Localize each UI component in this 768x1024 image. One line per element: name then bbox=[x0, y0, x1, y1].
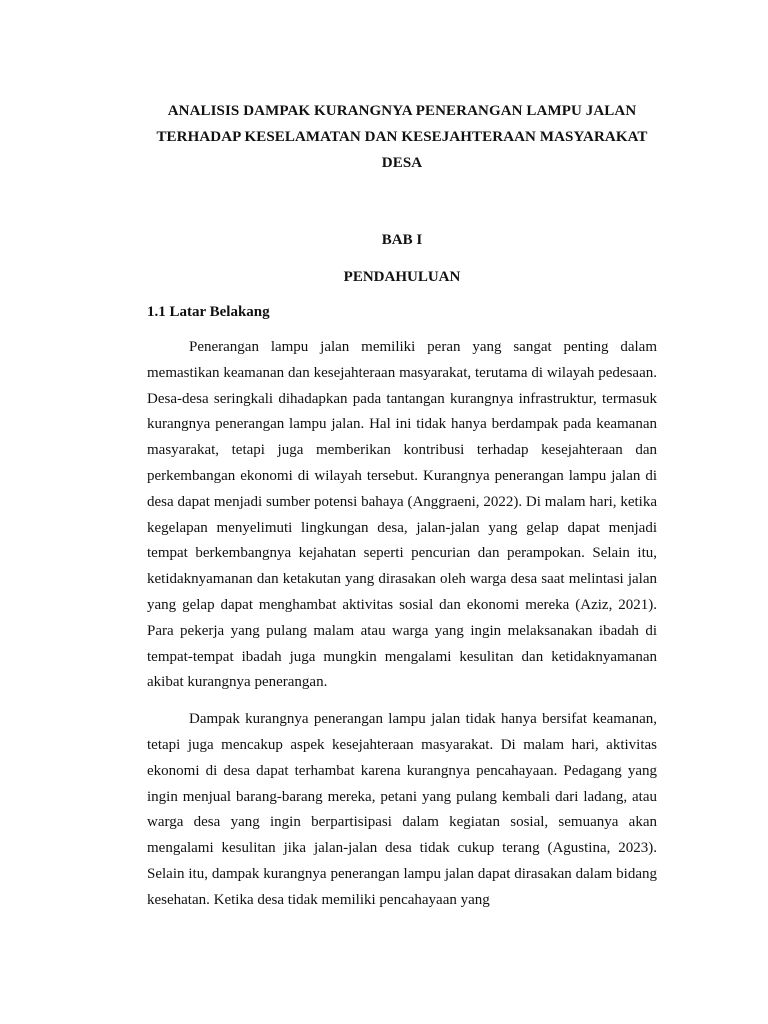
document-content bbox=[147, 98, 657, 914]
section-heading: 1.1 Latar Belakang bbox=[147, 304, 270, 320]
chapter-title: PENDAHULUAN bbox=[343, 269, 461, 285]
chapter-number: BAB I bbox=[381, 232, 423, 248]
document-title: ANALISIS DAMPAK KURANGNYA PENERANGAN LAMPU JALAN TERHADAP KESELAMATAN DAN KESEJAHTERAAN MASYARAKAT DESA bbox=[156, 103, 648, 171]
body-paragraph: Dampak kurangnya penerangan lampu jalan tidak hanya bersifat keamanan, tetapi juga mencakup aspek kesejahteraan masyarakat. Di malam hari, aktivitas ekonomi di desa dapat terhambat karena kurangnya pencahayaan. Pedagang yang ingin menjual barang-barang mereka, petani yang pulang kembali dari ladang, atau warga desa yang ingin berpartisipasi dalam kegiatan sosial, semuanya akan mengalami kesulitan jika jalan-jalan desa tidak cukup terang (Agustina, 2023). Selain itu, dampak kurangnya penerangan lampu jalan dapat dirasakan dalam bidang kesehatan. Ketika desa tidak memiliki pencahayaan yang bbox=[147, 711, 657, 908]
body-paragraph: Penerangan lampu jalan memiliki peran yang sangat penting dalam memastikan keamanan dan kesejahteraan masyarakat, terutama di wilayah pedesaan. Desa-desa seringkali dihadapkan pada tantangan kurangnya infrastruktur, termasuk kurangnya penerangan lampu jalan. Hal ini tidak hanya berdampak pada keamanan masyarakat, tetapi juga memberikan kontribusi terhadap kesejahteraan dan perkembangan ekonomi di wilayah tersebut. Kurangnya penerangan lampu jalan di desa dapat menjadi sumber potensi bahaya (Anggraeni, 2022). Di malam hari, ketika kegelapan menyelimuti lingkungan desa, jalan-jalan yang gelap dapat menjadi tempat berkembangnya kejahatan seperti pencurian dan perampokan. Selain itu, ketidaknyamanan dan ketakutan yang dirasakan oleh warga desa saat melintasi jalan yang gelap dapat menghambat aktivitas sosial dan ekonomi mereka (Aziz, 2021). Para pekerja yang pulang malam atau warga yang ingin melaksanakan ibadah di tempat-tempat ibadah juga mungkin mengalami kesulitan dan ketidaknyamanan akibat kurangnya penerangan. bbox=[147, 339, 657, 691]
